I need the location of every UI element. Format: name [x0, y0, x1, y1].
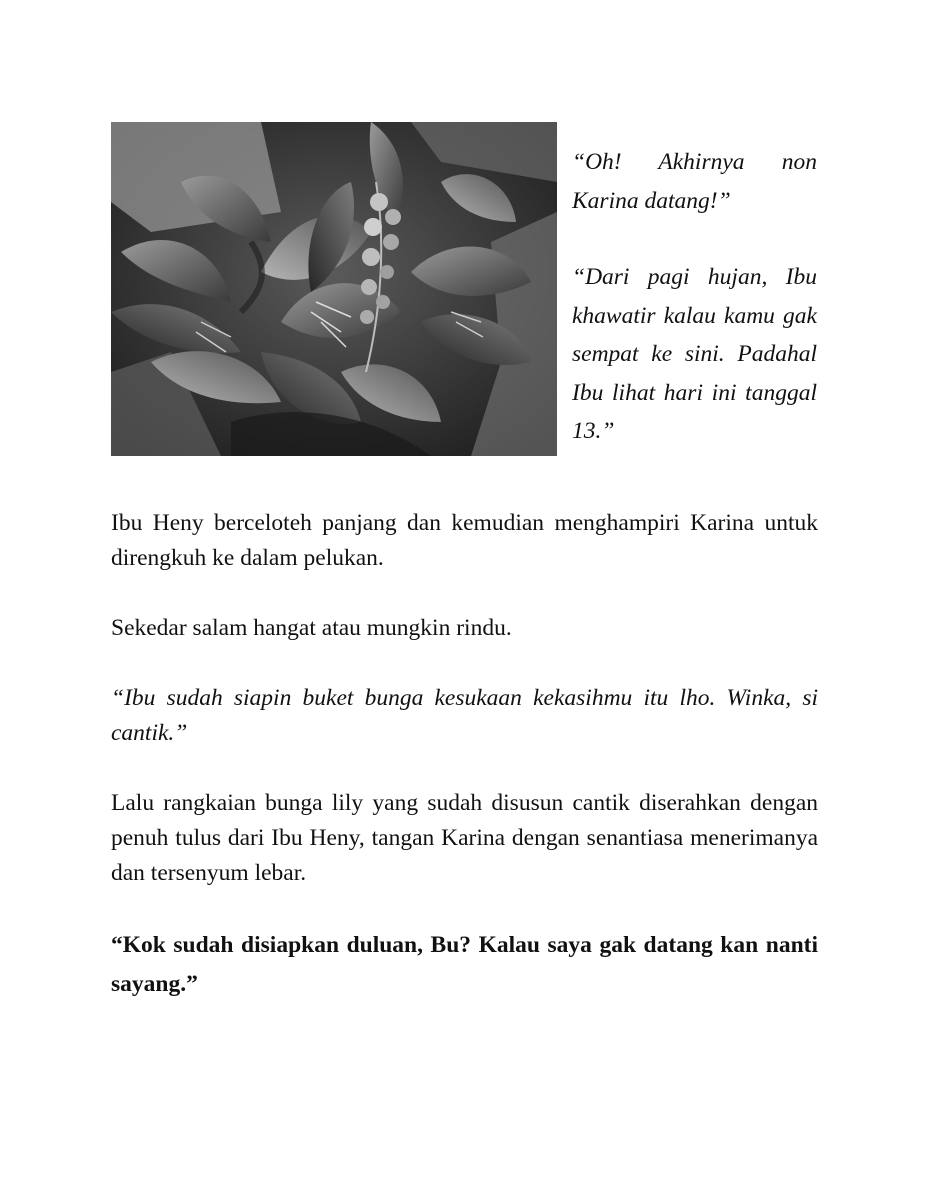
story-body: [111, 506, 818, 1039]
paragraph-4: Lalu rangkaian bunga lily yang sudah disusun cantik diserahkan dengan penuh tulus dari Ibu Heny, tangan Karina dengan senantiasa menerimanya dan tersenyum lebar.: [111, 790, 818, 886]
side-paragraph-1: “Oh! Akhirnya non Karina datang!”: [572, 149, 817, 214]
paragraph-5-dialogue: “Kok sudah disiapkan duluan, Bu? Kalau saya gak datang kan nanti sayang.”: [111, 932, 818, 997]
side-dialogue: [572, 143, 817, 451]
side-paragraph-2: “Dari pagi hujan, Ibu khawatir kalau kamu gak sempat ke sini. Padahal Ibu lihat hari ini tanggal 13.”: [572, 264, 817, 444]
paragraph-2: Sekedar salam hangat atau mungkin rindu.: [111, 615, 512, 641]
lily-bouquet-photo: [111, 122, 557, 456]
paragraph-1: Ibu Heny berceloteh panjang dan kemudian menghampiri Karina untuk direngkuh ke dalam pelukan.: [111, 510, 818, 571]
flower-bouquet-image: [111, 122, 557, 456]
paragraph-3-dialogue: “Ibu sudah siapin buket bunga kesukaan kekasihmu itu lho. Winka, si cantik.”: [111, 685, 818, 746]
